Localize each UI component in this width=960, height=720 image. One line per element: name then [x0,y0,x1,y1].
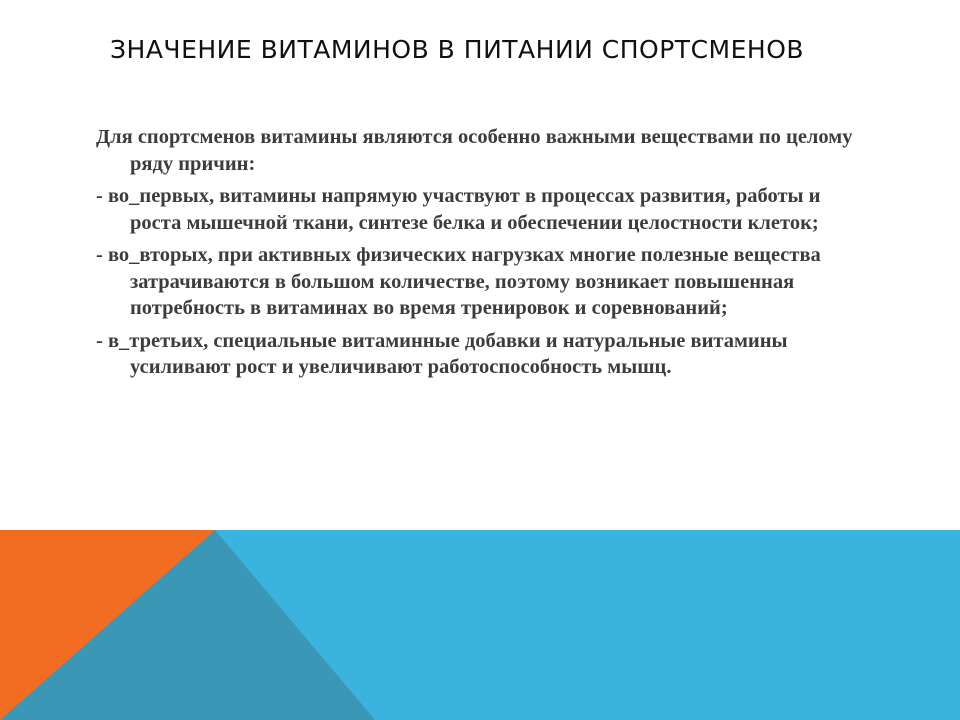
second-reason-paragraph: - во_вторых, при активных физических нагрузках многие полезные вещества затрачиваются в большом количестве, поэтому возникает повышенная потребность в витаминах во время тренировок и соревнований; [96,244,821,319]
first-reason-paragraph: - во_первых, витамины напрямую участвуют в процессах развития, работы и роста мышечной ткани, синтезе белка и обеспечении целостности клеток; [96,185,821,234]
slide-body [96,124,876,387]
third-reason-paragraph: - в_третьих, специальные витаминные добавки и натуральные витамины усиливают рост и увеличивают работоспособность мышц. [96,329,788,378]
intro-paragraph: Для спортсменов витамины являются особенно важными веществами по целому ряду причин: [96,126,853,175]
slide-title: ЗНАЧЕНИЕ ВИТАМИНОВ В ПИТАНИИ СПОРТСМЕНОВ [110,35,805,64]
decorative-footer-band [0,530,960,720]
